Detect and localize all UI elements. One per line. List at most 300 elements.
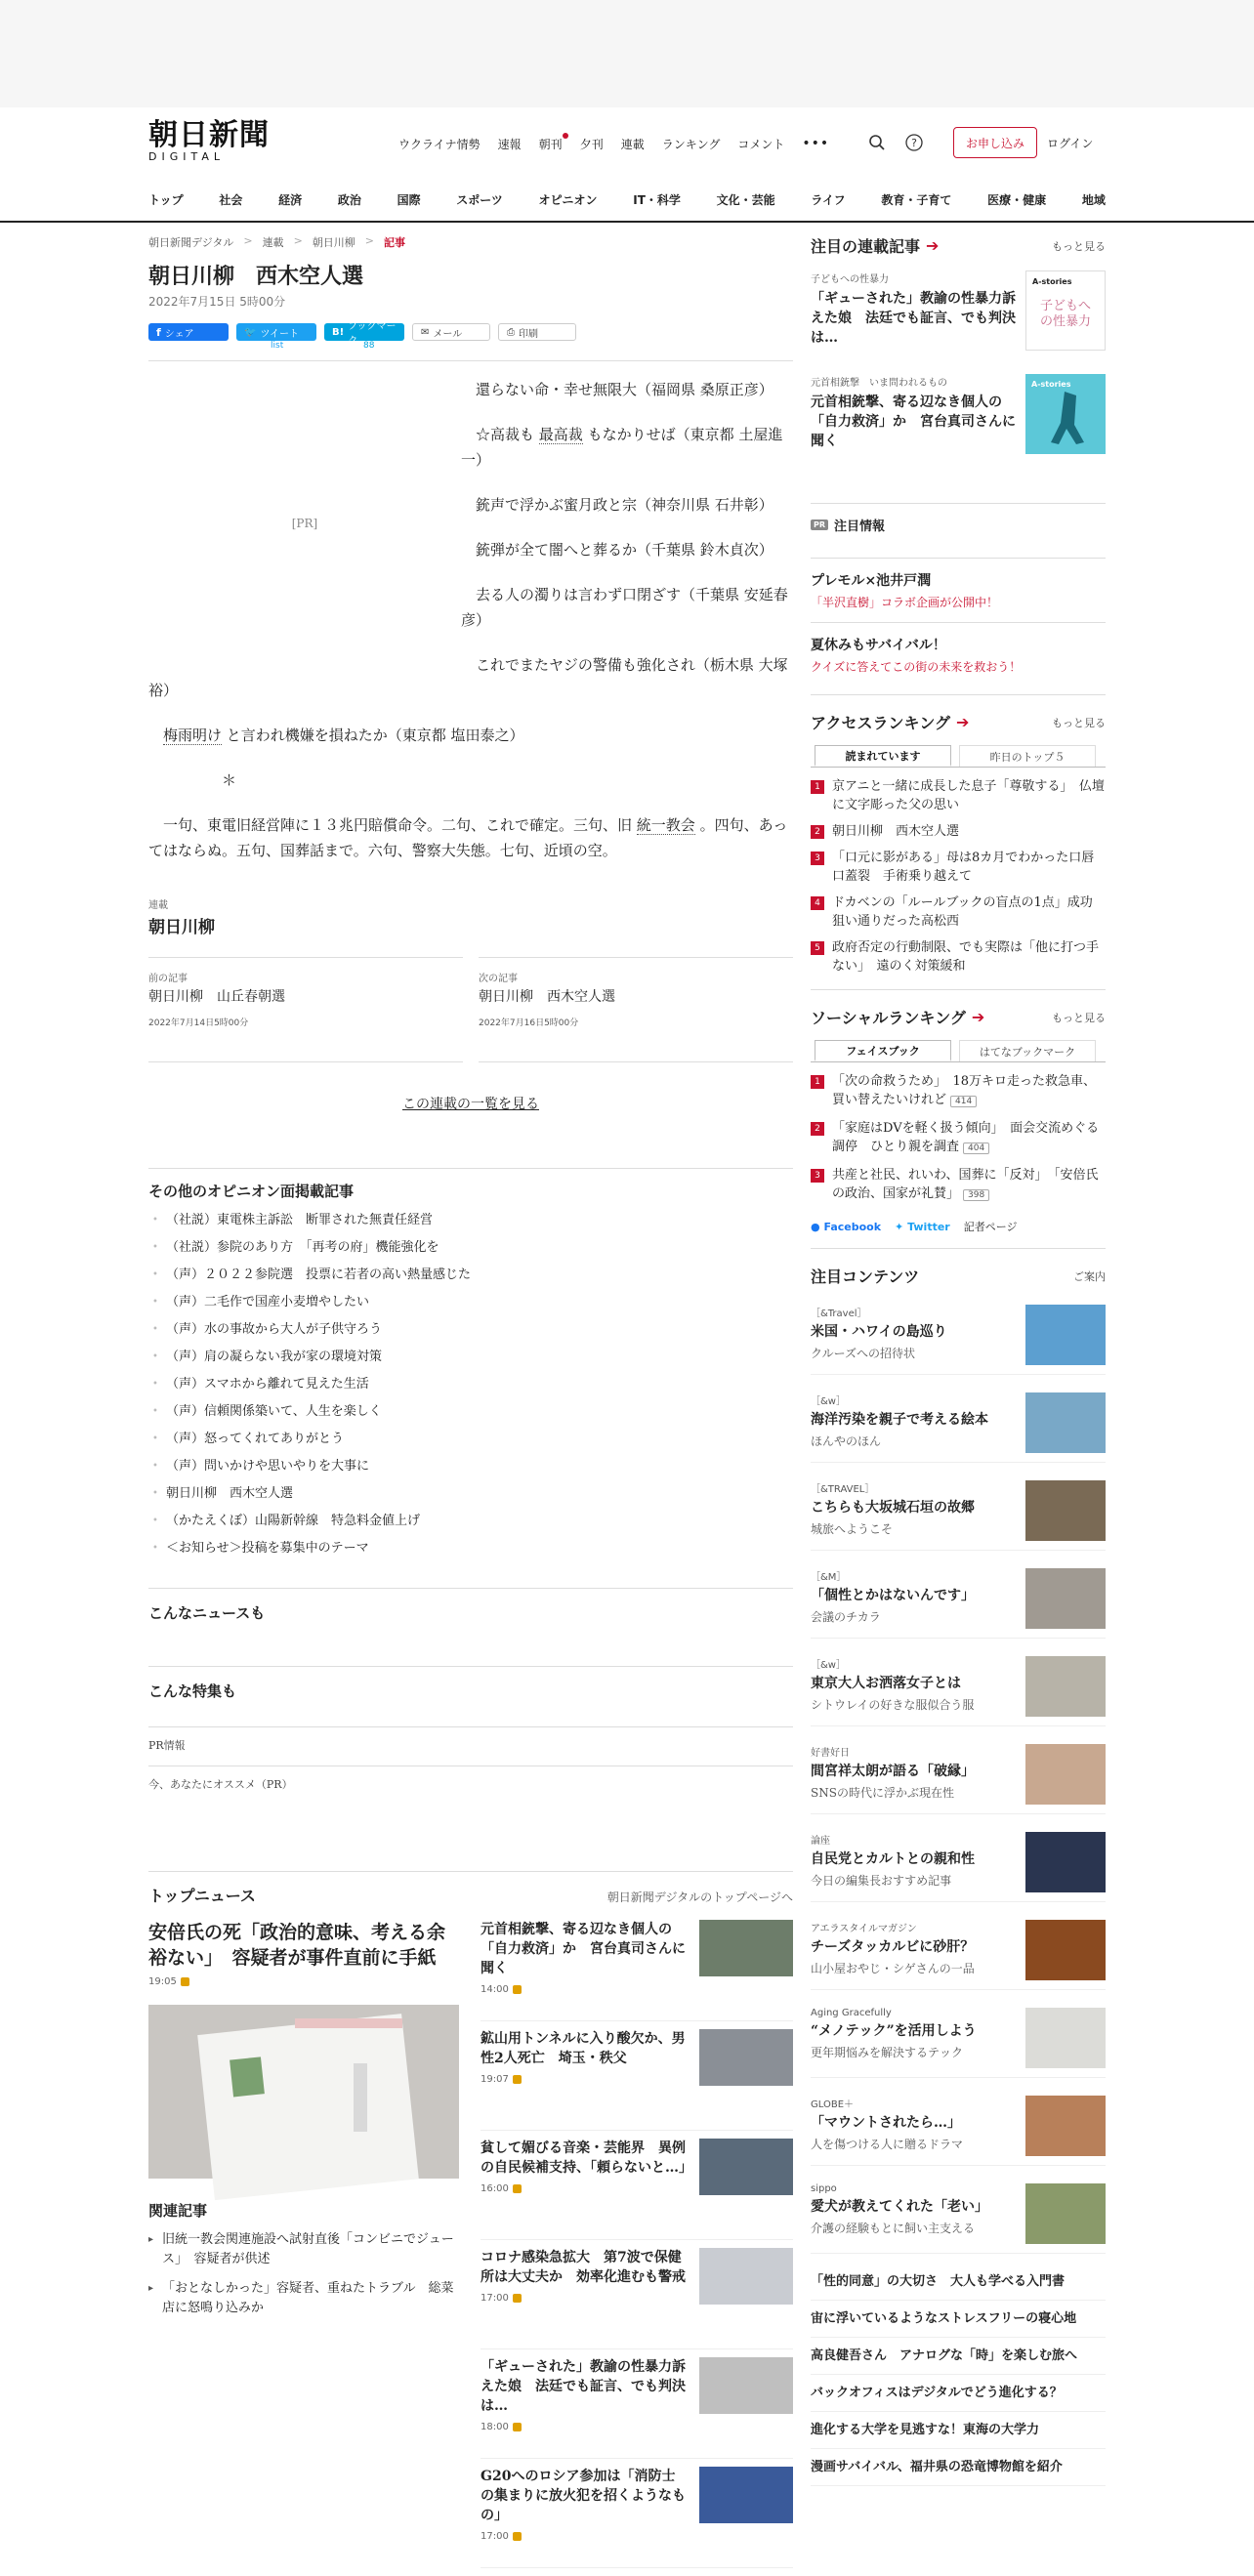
lock-icon	[513, 2294, 522, 2303]
top-news-item[interactable]	[481, 1920, 793, 2021]
time-label: 17:00	[481, 2293, 509, 2304]
ranking-item[interactable]	[811, 890, 1106, 935]
poem-7: 梅雨明け と言われ機嫌を損ねたか（東京都 塩田泰之）	[163, 727, 524, 744]
content-sub: クルーズへの招待状	[811, 1347, 916, 1360]
next-article-link[interactable]	[479, 957, 793, 1062]
series-block	[148, 896, 793, 937]
time-label: 17:00	[481, 2531, 509, 2542]
mail-label: メール	[433, 328, 463, 340]
top-news-item-text	[481, 2029, 686, 2130]
content-item[interactable]	[811, 1480, 1106, 1551]
arrow-right-icon: ➔	[926, 236, 940, 255]
hatena-icon: B!	[332, 326, 345, 338]
twitter-icon: 🐦	[244, 326, 257, 338]
related-item[interactable]: ▸ 「おとなしかった」容疑者、重ねたトラブル 総菜店に怒鳴り込みか	[148, 2279, 459, 2318]
series-kicker: 元首相銃撃 いま問われるもの	[811, 378, 947, 389]
rank-number: 4	[811, 896, 824, 910]
thumb-brand: A-stories	[1032, 277, 1072, 286]
pr-item-title: プレモル×池井戸潤	[811, 573, 932, 589]
access-ranking-list	[811, 773, 1106, 979]
share-count-badge: 414	[950, 1096, 977, 1107]
search-icon[interactable]	[865, 131, 889, 154]
featured-series-item[interactable]	[811, 270, 1106, 360]
crumb-home[interactable]: 朝日新聞デジタル	[148, 236, 234, 249]
content-sub: 今日の編集長おすすめ記事	[811, 1874, 952, 1888]
closing-note: 一句、東電旧経営陣に１３兆円賠償命令。二句、これで確定。三句、旧 統一教会 。四句、あってはならぬ。五句、国葬話まで。六句、警察大失態。七句、近頃の空。	[148, 816, 788, 859]
site-header	[0, 107, 1254, 223]
featured-series-heading	[811, 234, 939, 257]
print-button[interactable]	[498, 323, 576, 341]
top-news-item-title: 貧して媚びる音楽・芸能界 異例の自民候補支持、「頼らないと…」	[481, 2140, 692, 2176]
social-ranking	[811, 989, 1106, 1234]
list-item[interactable]: • ＜お知らせ＞投稿を募集中のテーマ	[148, 1535, 793, 1562]
other-opinion-title: その他のオピニオン面掲載記事	[148, 1183, 355, 1200]
list-item[interactable]: • （声）肩の凝らない我が家の環境対策	[148, 1344, 793, 1371]
poem-3: 銃声で浮かぶ蜜月政と宗（神奈川県 石井彰）	[476, 496, 773, 514]
pr-info-title: 注目情報	[834, 519, 886, 534]
content-thumbnail	[1025, 2183, 1106, 2244]
share-count-badge: 404	[963, 1143, 989, 1154]
content-item[interactable]	[811, 1568, 1106, 1639]
print-label: 印刷	[519, 328, 538, 340]
content-item-text	[811, 2183, 1016, 2253]
prev-next-nav	[148, 957, 793, 1062]
ranking-item[interactable]	[811, 818, 1106, 845]
top-news-item-time	[481, 2183, 686, 2194]
ranking-item-title: 政府否定の行動制限、でも実際は「他に打つ手ない」 遠のく対策緩和	[832, 940, 1100, 974]
login-link[interactable]: ログイン	[1047, 137, 1094, 150]
cat-opinion[interactable]: オピニオン	[538, 193, 598, 207]
arrow-right-icon: ➔	[956, 713, 970, 731]
cat-culture[interactable]: 文化・芸能	[716, 193, 775, 207]
content-item[interactable]	[811, 1744, 1106, 1814]
poem-1: 還らない命・幸せ無限大（福岡県 桑原正彦）	[476, 381, 773, 398]
text-link-item[interactable]: 高良健吾さん アナログな「時」を楽しむ旅へ	[811, 2338, 1106, 2375]
lock-icon	[513, 2532, 522, 2541]
ranking-item[interactable]	[811, 1068, 1106, 1115]
rank-number: 3	[811, 852, 824, 865]
ad-slot	[148, 377, 461, 670]
list-item[interactable]: • （社説）参院のあり方 「再考の府」機能強化を	[148, 1234, 793, 1262]
ranking-item-text	[832, 1072, 1106, 1111]
pr-item[interactable]	[811, 622, 1106, 686]
svg-text:?: ?	[911, 137, 917, 149]
content-item[interactable]	[811, 1920, 1106, 1990]
text-link-item[interactable]: 進化する大学を見逃すな！東海の大学力	[811, 2412, 1106, 2449]
list-item[interactable]: • （声）怒ってくれてありがとう	[148, 1426, 793, 1453]
ranking-item-title: 「口元に影がある」母は8カ月でわかった口唇口蓋裂 手術乗り越えて	[832, 851, 1095, 884]
content-sub: 介護の経験もとに飼い主支える	[811, 2222, 976, 2235]
content-item-text	[811, 1305, 1016, 1374]
ranking-item-text	[832, 1166, 1106, 1205]
crumb-sep: >	[293, 234, 303, 247]
content-item[interactable]	[811, 1832, 1106, 1902]
cat-life[interactable]: ライフ	[811, 193, 846, 207]
nav-ranking[interactable]: ランキング	[661, 137, 721, 151]
content-title: チーズタッカルビに砂肝？	[811, 1939, 975, 1955]
content-kicker: ［&w］	[811, 1396, 846, 1407]
subscribe-button[interactable]: お申し込み	[953, 127, 1037, 158]
cat-education[interactable]: 教育・子育て	[881, 193, 952, 207]
list-item[interactable]: • （声）２０２２参院選 投票に若者の高い熱量感じた	[148, 1262, 793, 1289]
list-item[interactable]: • 朝日川柳 西木空人選	[148, 1480, 793, 1508]
content-sub: 会議のチカラ	[811, 1610, 881, 1624]
content-item-text	[811, 1480, 1016, 1550]
content-item-text	[811, 2008, 1016, 2077]
content-title: 間宮祥太朗が語る「破縁」	[811, 1764, 975, 1779]
hatena-label: ブックマーク	[348, 321, 397, 347]
twitter-link-label: Twitter	[907, 1220, 950, 1233]
ranking-item-title: 京アニと一緒に成長した息子「尊敬する」 仏壇に文字彫った父の思い	[832, 779, 1105, 812]
prev-title: 朝日川柳 山丘春朝選	[148, 989, 285, 1005]
list-item[interactable]: • （かたえくぼ）山陽新幹線 特急料金値上げ	[148, 1508, 793, 1535]
next-label: 次の記事	[479, 974, 518, 984]
pr-badge: PR	[811, 519, 828, 530]
ranking-item-title: 朝日川柳 西木空人選	[832, 824, 960, 839]
featured-contents-list	[811, 1305, 1106, 2254]
content-kicker: 好書好日	[811, 1748, 850, 1759]
text-link-item[interactable]: 漫画サバイバル、福井県の恐竜博物館を紹介	[811, 2449, 1106, 2486]
top-news	[148, 1871, 793, 2576]
top-news-item-time	[481, 2422, 686, 2432]
content-item[interactable]	[811, 1392, 1106, 1463]
content-item[interactable]	[811, 2183, 1106, 2254]
content-sub: 更年期悩みを解決するテック	[811, 2046, 964, 2059]
content-thumbnail	[1025, 2096, 1106, 2156]
facebook-share-label: シェア	[164, 328, 194, 340]
access-ranking-title: アクセスランキング	[811, 714, 951, 732]
cat-economy[interactable]: 経済	[278, 193, 303, 207]
top-news-item-title: コロナ感染急拡大 第7波で保健所は大丈夫か 効率化進むも警戒	[481, 2250, 686, 2285]
series-list-link[interactable]: この連載の一覧を見る	[402, 1097, 539, 1112]
top-news-thumbnail	[699, 2139, 793, 2195]
cat-top[interactable]: トップ	[148, 193, 184, 207]
mail-icon: ✉	[421, 326, 430, 338]
text-link-item[interactable]: 「性的同意」の大切さ 大人も学べる入門書	[811, 2264, 1106, 2301]
content-item-text	[811, 2096, 1016, 2165]
top-news-item-title: G20へのロシア参加は「消防士の集まりに放火犯を招くようなもの」	[481, 2469, 686, 2523]
breadcrumb	[148, 234, 793, 250]
list-item[interactable]: • （社説）東電株主訴訟 断罪された無責任経営	[148, 1207, 793, 1234]
rank-number: 3	[811, 1169, 824, 1183]
content-title: 自民党とカルトとの親和性	[811, 1851, 975, 1867]
series-label: 連載	[148, 900, 168, 911]
ad-pr-label: [PR]	[291, 517, 318, 530]
poem-5: 去る人の濁りは言わず口閉ざす（千葉県 安延春彦）	[461, 586, 788, 629]
poem-6: これでまたヤジの警備も強化され（栃木県 大塚裕）	[148, 656, 788, 699]
rank-number: 1	[811, 780, 824, 794]
ranking-item-title: ドカベンの「ルールブックの盲点の1点」成功 狙い通りだった高松西	[832, 895, 1106, 929]
ranking-item[interactable]	[811, 1162, 1106, 1209]
content-title: 「個性とかはないんです」	[811, 1588, 975, 1603]
top-news-item-time	[481, 2293, 686, 2304]
ranking-item[interactable]	[811, 845, 1106, 890]
content-kicker: ［&Travel］	[811, 1309, 867, 1319]
ranking-item-title: 「家庭はDVを軽く扱う傾向」 面会交流めぐる調停 ひとり親を調査	[832, 1121, 1100, 1154]
pr-item-sub: クイズに答えてこの街の未来を救おう！	[811, 660, 1022, 674]
top-news-thumbnail	[699, 2248, 793, 2305]
lead-story-time	[148, 1976, 459, 1987]
section-news: こんなニュースも	[148, 1588, 793, 1666]
print-icon: ⎙	[507, 326, 515, 338]
prev-label: 前の記事	[148, 974, 188, 984]
ranking-item-title: 共産と社民、れいわ、国葬に「反対」 「安倍氏の政治、国家が礼賛」	[832, 1168, 1099, 1201]
content-item[interactable]	[811, 1656, 1106, 1726]
lock-icon	[513, 2075, 522, 2084]
content-title: 海洋汚染を親子で考える絵本	[811, 1412, 988, 1428]
featured-series-more[interactable]: もっと見る	[1052, 239, 1106, 253]
top-news-thumbnail	[699, 2029, 793, 2086]
access-ranking-heading	[811, 711, 969, 733]
article-body	[148, 377, 793, 863]
top-news-item-title: 「ギューされた」教諭の性暴力訴えた娘 法廷でも証言、でも判決は…	[481, 2359, 686, 2414]
list-item[interactable]: • （声）二毛作で国産小麦増やしたい	[148, 1289, 793, 1316]
lead-story-title[interactable]: 安倍氏の死「政治的意味、考える余裕ない」 容疑者が事件直前に手紙	[148, 1922, 446, 1969]
lead-story	[148, 1920, 459, 2576]
social-ranking-more[interactable]: もっと見る	[1052, 1011, 1106, 1024]
cat-it-science[interactable]: IT・科学	[633, 193, 681, 207]
series-name[interactable]: 朝日川柳	[148, 918, 215, 937]
content-title: “メノテック”を活用しよう	[811, 2023, 977, 2039]
nav-evening[interactable]: 夕刊	[579, 137, 604, 151]
thumb-brand: A-stories	[1031, 380, 1071, 389]
section-features: こんな特集も	[148, 1666, 793, 1711]
content-item-text	[811, 1568, 1016, 1638]
content-item[interactable]	[811, 2008, 1106, 2078]
top-news-item[interactable]	[481, 2357, 793, 2459]
content-sub: SNSの時代に浮かぶ現在性	[811, 1786, 954, 1800]
top-news-item[interactable]	[481, 2248, 793, 2349]
social-ranking-list	[811, 1068, 1106, 1209]
list-item[interactable]: • （声）スマホから離れて見えた生活	[148, 1371, 793, 1398]
share-count-badge: 398	[963, 1189, 989, 1201]
rank-number: 2	[811, 825, 824, 839]
prev-date: 2022年7月14日5時00分	[148, 1018, 249, 1028]
help-icon[interactable]	[902, 131, 926, 154]
tab-yesterday-top5[interactable]: 昨日のトップ５	[959, 745, 1096, 767]
access-ranking	[811, 694, 1106, 979]
pr-item-title: 夏休みもサバイバル！	[811, 638, 946, 653]
featured-series-title: 注目の連載記事	[811, 237, 921, 256]
ranking-item-text	[832, 1119, 1106, 1158]
top-news-list	[481, 1920, 793, 2576]
featured-contents-more[interactable]: ご案内	[1073, 1269, 1106, 1283]
divider	[148, 1168, 793, 1169]
ranking-item-title: 「次の命救うため」 18万キロ走った救急車、買い替えたいけれど	[832, 1074, 1097, 1107]
mail-button[interactable]	[412, 323, 490, 341]
content-thumbnail	[1025, 1920, 1106, 1980]
content-thumbnail	[1025, 1656, 1106, 1717]
content-thumbnail	[1025, 1568, 1106, 1629]
content-thumbnail	[1025, 2008, 1106, 2068]
keyword-rainy-season[interactable]: 梅雨明け	[163, 727, 223, 744]
cat-region[interactable]: 地域	[1081, 193, 1106, 207]
lock-icon	[513, 2184, 522, 2193]
text-link-list	[811, 2264, 1106, 2486]
top-news-item[interactable]	[481, 2467, 793, 2568]
top-news-item-time	[481, 2531, 686, 2542]
time-label: 19:07	[481, 2074, 509, 2085]
featured-contents	[811, 1248, 1106, 2486]
crumb-series[interactable]: 連載	[262, 236, 284, 249]
cat-society[interactable]: 社会	[219, 193, 243, 207]
site-logo[interactable]	[148, 119, 277, 168]
top-news-item-text	[481, 1920, 686, 2020]
nav-breaking[interactable]: 速報	[497, 137, 522, 151]
related-item[interactable]: ▸ 旧統一教会関連施設へ試射直後「コンビニでジュース」 容疑者が供述	[148, 2230, 459, 2269]
top-news-item[interactable]	[481, 2029, 793, 2131]
tab-facebook[interactable]: フェイスブック	[815, 1040, 951, 1061]
top-news-item-title: 元首相銃撃、寄る辺なき個人の「自力救済」か 宮台真司さんに聞く	[481, 1922, 686, 1976]
facebook-icon: f	[156, 325, 161, 339]
cat-sports[interactable]: スポーツ	[456, 193, 503, 207]
facebook-link[interactable]	[811, 1221, 881, 1233]
cat-health[interactable]: 医療・健康	[987, 193, 1047, 207]
featured-series-item[interactable]	[811, 374, 1106, 464]
content-kicker: Aging Gracefully	[811, 2008, 892, 2018]
text-link-item[interactable]: 宙に浮いているようなストレスフリーの寝心地	[811, 2301, 1106, 2338]
content-thumbnail	[1025, 1832, 1106, 1892]
share-counts	[148, 341, 793, 353]
crumb-senryu[interactable]: 朝日川柳	[312, 236, 355, 249]
top-news-item[interactable]	[481, 2139, 793, 2240]
content-sub: ほんやのほん	[811, 1434, 882, 1448]
content-kicker: GLOBE＋	[811, 2099, 855, 2110]
rank-number: 1	[811, 1075, 824, 1089]
article-date: 2022年7月15日 5時00分	[148, 295, 286, 309]
content-kicker: ［&TRAVEL］	[811, 1484, 875, 1495]
time-label: 18:00	[481, 2422, 509, 2432]
lock-icon	[513, 2423, 522, 2431]
time-label: 14:00	[481, 1984, 509, 1995]
tab-hatena[interactable]: はてなブックマーク	[959, 1040, 1096, 1061]
related-articles	[148, 2200, 459, 2318]
rank-number: 5	[811, 941, 824, 955]
crumb-current: 記事	[384, 236, 405, 249]
tweet-label: ツイート	[260, 328, 299, 340]
access-ranking-more[interactable]: もっと見る	[1052, 716, 1106, 729]
social-links	[811, 1219, 1106, 1234]
separator-star: ＊	[222, 771, 237, 789]
top-news-item-text	[481, 2467, 686, 2567]
tweet-count[interactable]: list	[271, 341, 284, 351]
series-kicker: 子どもへの性暴力	[811, 274, 889, 285]
list-item[interactable]: • （声）問いかけや思いやりを大事に	[148, 1453, 793, 1480]
lock-icon	[181, 1977, 189, 1986]
keyword-supreme-court[interactable]: 最高裁	[538, 426, 583, 443]
nav-ukraine[interactable]: ウクライナ情勢	[398, 137, 481, 151]
top-news-thumbnail	[699, 2357, 793, 2414]
content-item-text	[811, 1392, 1016, 1462]
top-news-item-text	[481, 2357, 686, 2458]
main-column	[148, 234, 793, 1808]
lock-icon	[513, 1985, 522, 1994]
pr-item-sub: 「半沢直樹」コラボ企画が公開中！	[811, 596, 999, 609]
rank-number: 2	[811, 1122, 824, 1136]
top-news-item-time	[481, 1984, 686, 1995]
article-title: 朝日川柳 西木空人選	[148, 264, 364, 289]
series-thumbnail	[1025, 270, 1106, 351]
content-item-text	[811, 1744, 1016, 1813]
text-link-item[interactable]: バックオフィスはデジタルでどう進化する？	[811, 2375, 1106, 2412]
top-nav	[398, 131, 829, 156]
content-sub: 人を傷つける人に贈るドラマ	[811, 2138, 964, 2151]
ranking-item[interactable]	[811, 935, 1106, 979]
top-news-thumbnail	[699, 1920, 793, 1976]
content-item[interactable]	[811, 2096, 1106, 2166]
related-title: 関連記事	[148, 2202, 208, 2220]
content-kicker: ［&M］	[811, 1572, 847, 1583]
content-title: 米国・ハワイの島巡り	[811, 1324, 947, 1340]
twitter-link[interactable]	[895, 1221, 950, 1233]
category-nav	[148, 191, 1106, 208]
cat-politics[interactable]: 政治	[337, 193, 361, 207]
keyword-unification-church[interactable]: 統一教会	[636, 816, 695, 834]
nav-comment[interactable]: コメント	[737, 137, 785, 151]
ranking-item[interactable]	[811, 1115, 1106, 1162]
ad-band	[0, 0, 1254, 107]
thumb-label: 子どもへの性暴力	[1040, 299, 1092, 329]
list-item[interactable]: • （声）信頼関係築いて、人生を楽しく	[148, 1398, 793, 1426]
content-kicker: sippo	[811, 2183, 837, 2194]
facebook-icon: ●	[811, 1220, 820, 1233]
content-title: こちらも大坂城石垣の故郷	[811, 1500, 975, 1516]
facebook-share-button[interactable]	[148, 323, 229, 341]
content-sub: 城旅へようこそ	[811, 1522, 894, 1536]
cat-international[interactable]: 国際	[397, 193, 421, 207]
top-news-thumbnail	[699, 2467, 793, 2523]
pr-item[interactable]	[811, 558, 1106, 622]
nav-morning[interactable]: 朝刊	[538, 137, 563, 151]
series-item-title: 「ギューされた」教諭の性暴力訴えた娘 法廷でも証言、でも判決は…	[811, 291, 1016, 346]
prev-article-link[interactable]	[148, 957, 463, 1062]
reporter-page-link[interactable]: 記者ページ	[963, 1221, 1018, 1233]
more-icon[interactable]: •••	[802, 136, 830, 151]
list-item[interactable]: • （声）水の事故から大人が子供守ろう	[148, 1316, 793, 1344]
sidebar	[811, 234, 1106, 2486]
content-title: 東京大人お洒落女子とは	[811, 1676, 961, 1691]
other-opinion-articles	[148, 1181, 793, 1562]
tweet-button[interactable]	[236, 323, 316, 341]
series-item-title: 元首相銃撃、寄る辺なき個人の「自力救済」か 宮台真司さんに聞く	[811, 395, 1016, 449]
content-kicker: アエラスタイルマガジン	[811, 1924, 917, 1934]
crumb-sep: >	[364, 234, 374, 247]
content-thumbnail	[1025, 1392, 1106, 1453]
social-ranking-heading	[811, 1006, 984, 1028]
featured-series-header	[811, 234, 1106, 257]
top-news-item-title: 鉱山用トンネルに入り酸欠か、男性2人死亡 埼玉・秩父	[481, 2031, 686, 2066]
content-item[interactable]	[811, 1305, 1106, 1375]
featured-contents-title: 注目コンテンツ	[811, 1267, 920, 1286]
arrow-right-icon: ➔	[971, 1008, 985, 1026]
top-news-more-link[interactable]: 朝日新聞デジタルのトップページへ	[606, 1890, 793, 1904]
social-ranking-tabs	[811, 1040, 1106, 1062]
section-pr-info: PR情報	[148, 1726, 793, 1766]
hatena-count[interactable]: 88	[363, 341, 375, 351]
logo-kanji: 朝日新聞	[148, 118, 270, 152]
content-sub: シトウレイの好きな服似合う服	[811, 1698, 975, 1712]
ranking-item[interactable]	[811, 773, 1106, 818]
nav-series[interactable]: 連載	[620, 137, 645, 151]
content-item-text	[811, 1656, 1016, 1725]
content-thumbnail	[1025, 1744, 1106, 1805]
tab-most-read[interactable]: 読まれています	[815, 745, 951, 767]
social-ranking-title: ソーシャルランキング	[811, 1009, 966, 1027]
lead-story-image[interactable]	[148, 2005, 459, 2179]
top-news-item-text	[481, 2139, 692, 2239]
content-kicker: ［&w］	[811, 1660, 846, 1671]
top-news-item-time	[481, 2074, 686, 2085]
